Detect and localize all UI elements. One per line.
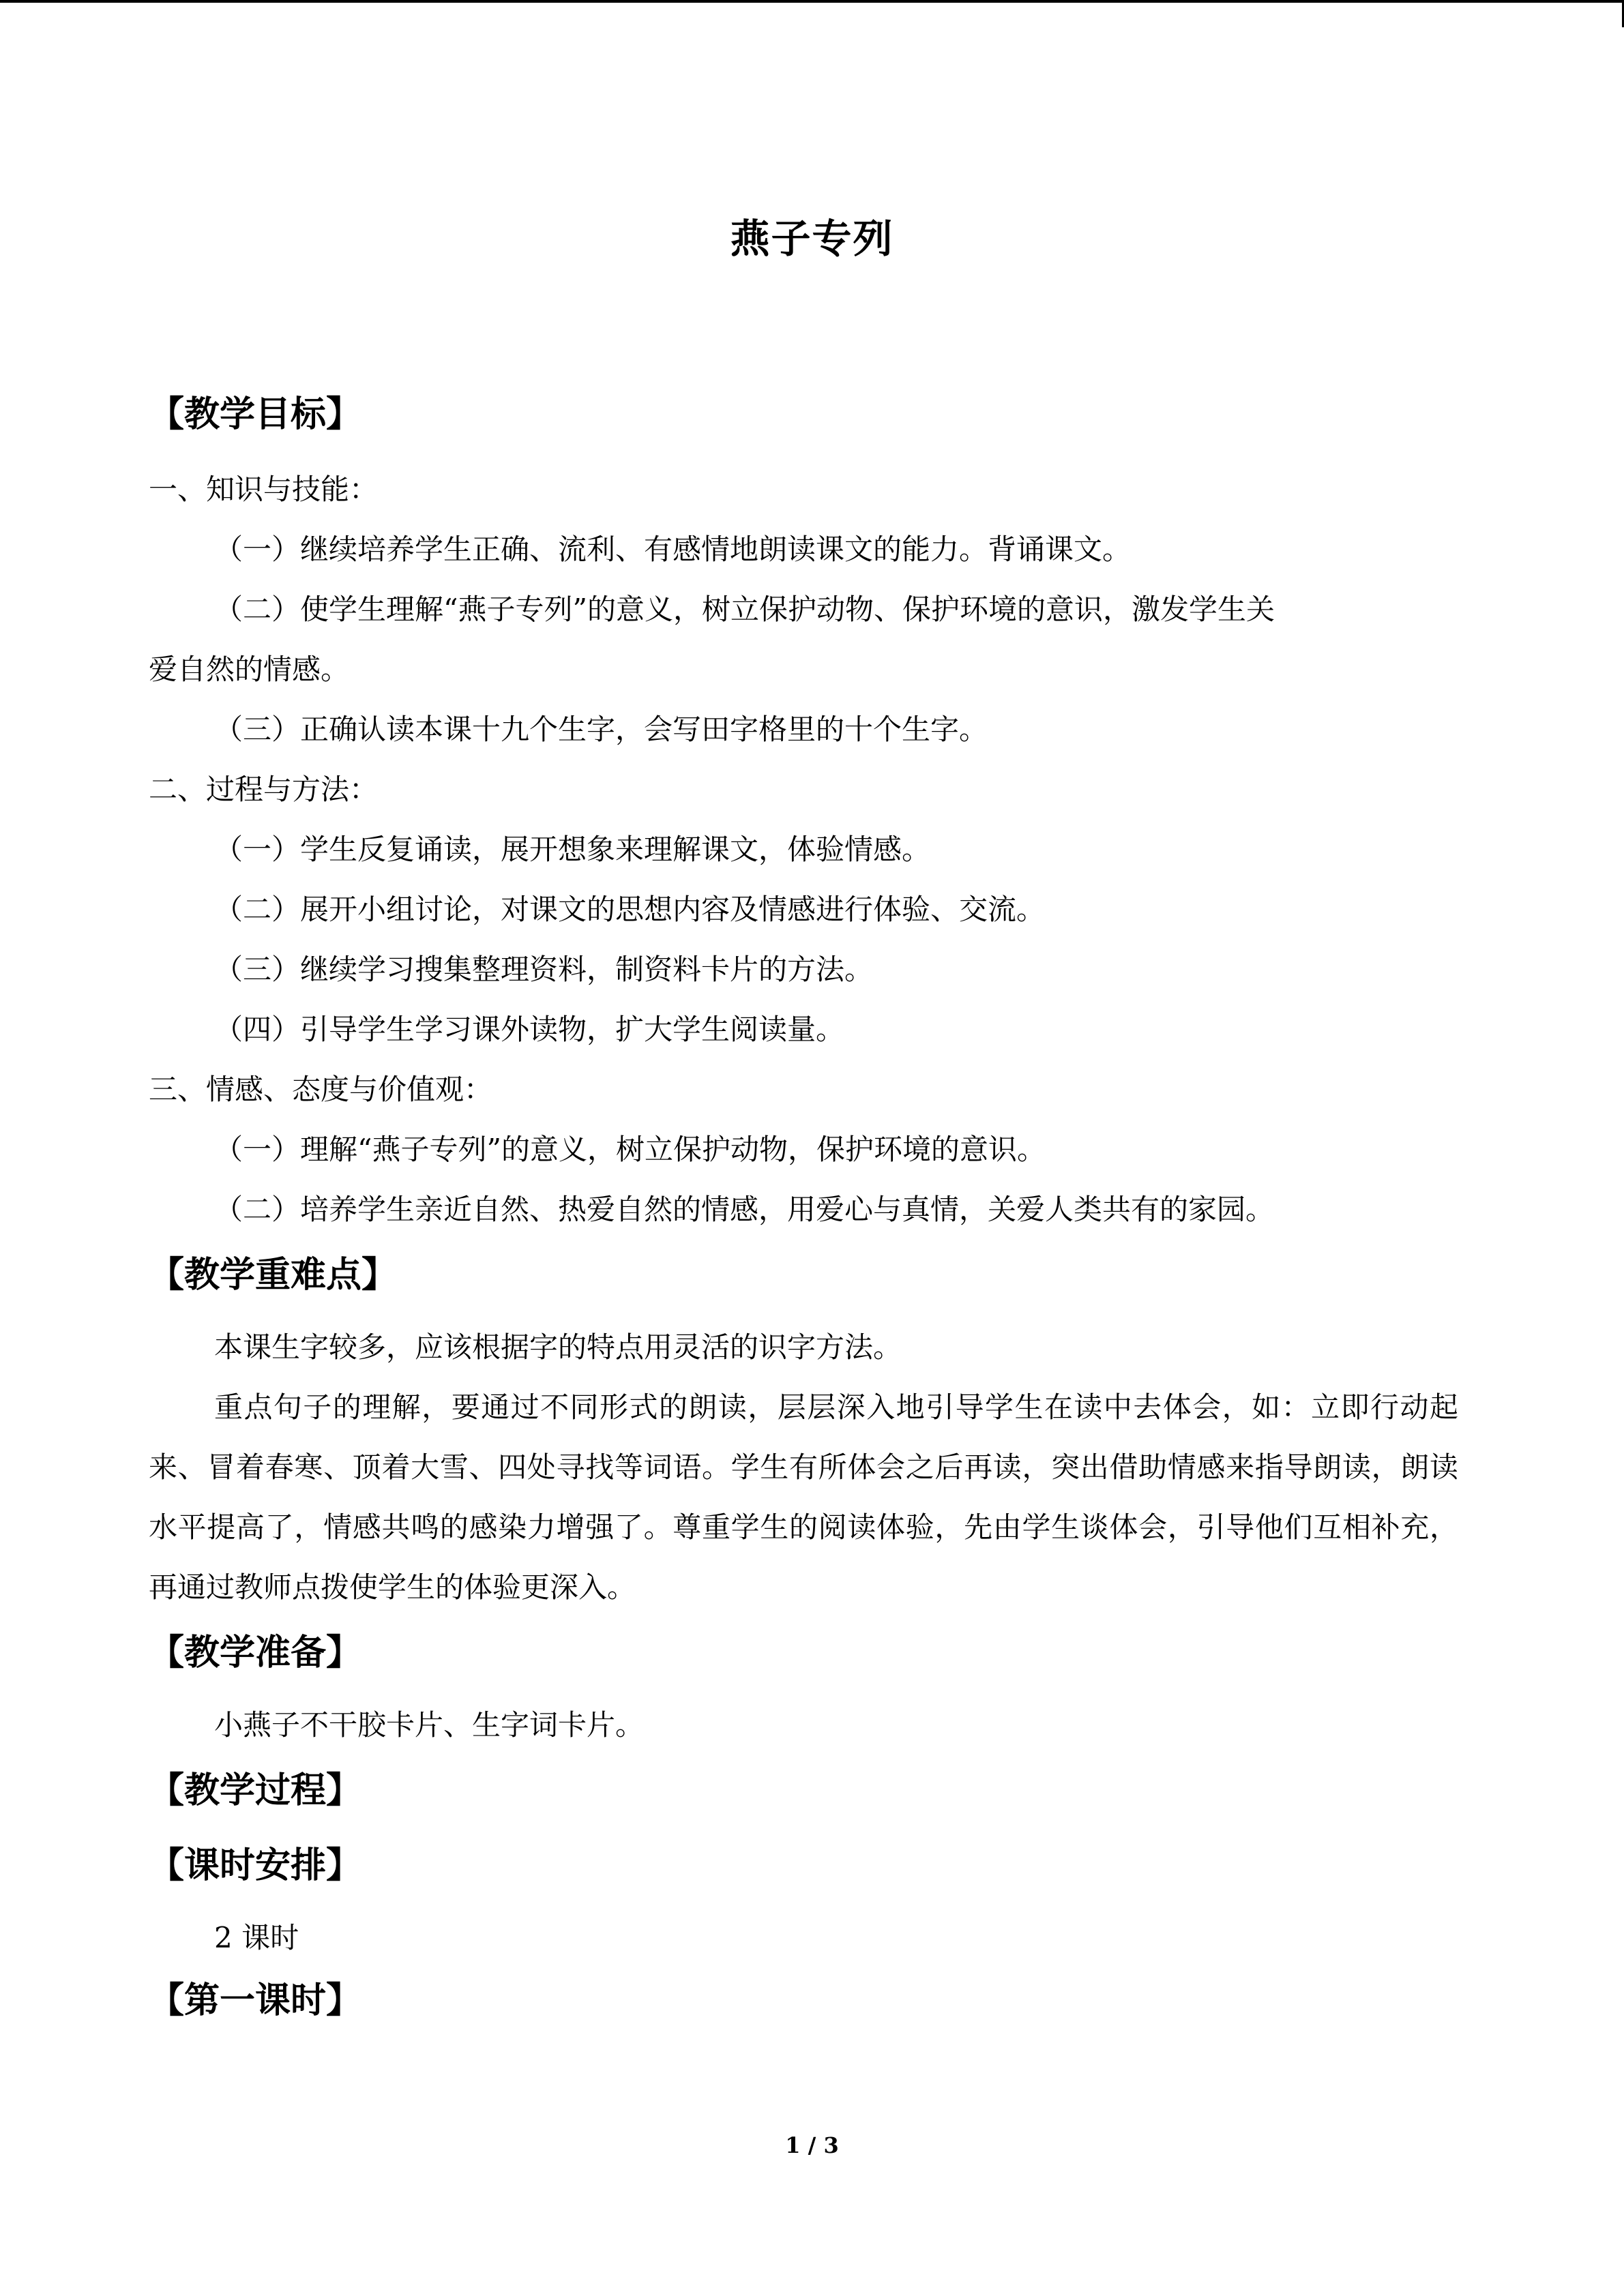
difficulties-paragraph-1: 本课生字较多，应该根据字的特点用灵活的识字方法。 <box>214 1330 902 1364</box>
attitude-label: 三、情感、态度与价值观： <box>149 1073 493 1106</box>
document-body <box>149 382 1458 2033</box>
heading-first-lesson: 【第一课时】 <box>149 1980 362 2021</box>
process-method-label: 二、过程与方法： <box>149 773 379 806</box>
process-item-3: （三）继续学习搜集整理资料，制资料卡片的方法。 <box>214 953 874 986</box>
process-item-1: （一）学生反复诵读，展开想象来理解课文，体验情感。 <box>214 833 931 866</box>
document-title: 燕子专列 <box>730 215 894 262</box>
heading-teaching-preparation: 【教学准备】 <box>149 1632 362 1673</box>
attitude-item-1: （一）理解“燕子专列”的意义，树立保护动物，保护环境的意识。 <box>214 1133 1046 1166</box>
difficulties-paragraph-2: 重点句子的理解，要通过不同形式的朗读，层层深入地引导学生在读中去体会，如：立即行动起来、冒着春寒、顶着大雪、四处寻找等词语。学生有所体会之后再读，突出借助情感来指导朗读，朗读水平提高了，情感共鸣的感染力增强了。尊重学生的阅读体验，先由学生谈体会，引导他们互相补充，再通过教师点拨使学生的体验更深入。 <box>149 1390 1458 1604</box>
process-item-2: （二）展开小组讨论，对课文的思想内容及情感进行体验、交流。 <box>214 893 1046 926</box>
preparation-text: 小燕子不干胶卡片、生字词卡片。 <box>214 1708 645 1742</box>
heading-class-schedule: 【课时安排】 <box>149 1845 362 1886</box>
heading-key-difficulties: 【教学重难点】 <box>149 1255 398 1296</box>
page-top-border <box>0 0 1624 3</box>
knowledge-item-2: （二）使学生理解“燕子专列”的意义，树立保护动物、保护环境的意识，激发学生关 <box>214 593 1275 626</box>
process-item-4: （四）引导学生学习课外读物，扩大学生阅读量。 <box>214 1013 845 1046</box>
knowledge-item-2-continued: 爱自然的情感。 <box>149 653 350 686</box>
knowledge-item-3: （三）正确认读本课十九个生字，会写田字格里的十个生字。 <box>214 713 988 746</box>
page-number: 1 / 3 <box>785 2132 839 2158</box>
knowledge-item-1: （一）继续培养学生正确、流利、有感情地朗读课文的能力。背诵课文。 <box>214 533 1132 566</box>
schedule-text: 2 课时 <box>214 1921 299 1954</box>
attitude-item-2: （二）培养学生亲近自然、热爱自然的情感，用爱心与真情，关爱人类共有的家园。 <box>214 1193 1275 1226</box>
heading-teaching-goals: 【教学目标】 <box>149 394 362 435</box>
knowledge-label: 一、知识与技能： <box>149 473 379 506</box>
heading-teaching-process: 【教学过程】 <box>149 1770 362 1811</box>
